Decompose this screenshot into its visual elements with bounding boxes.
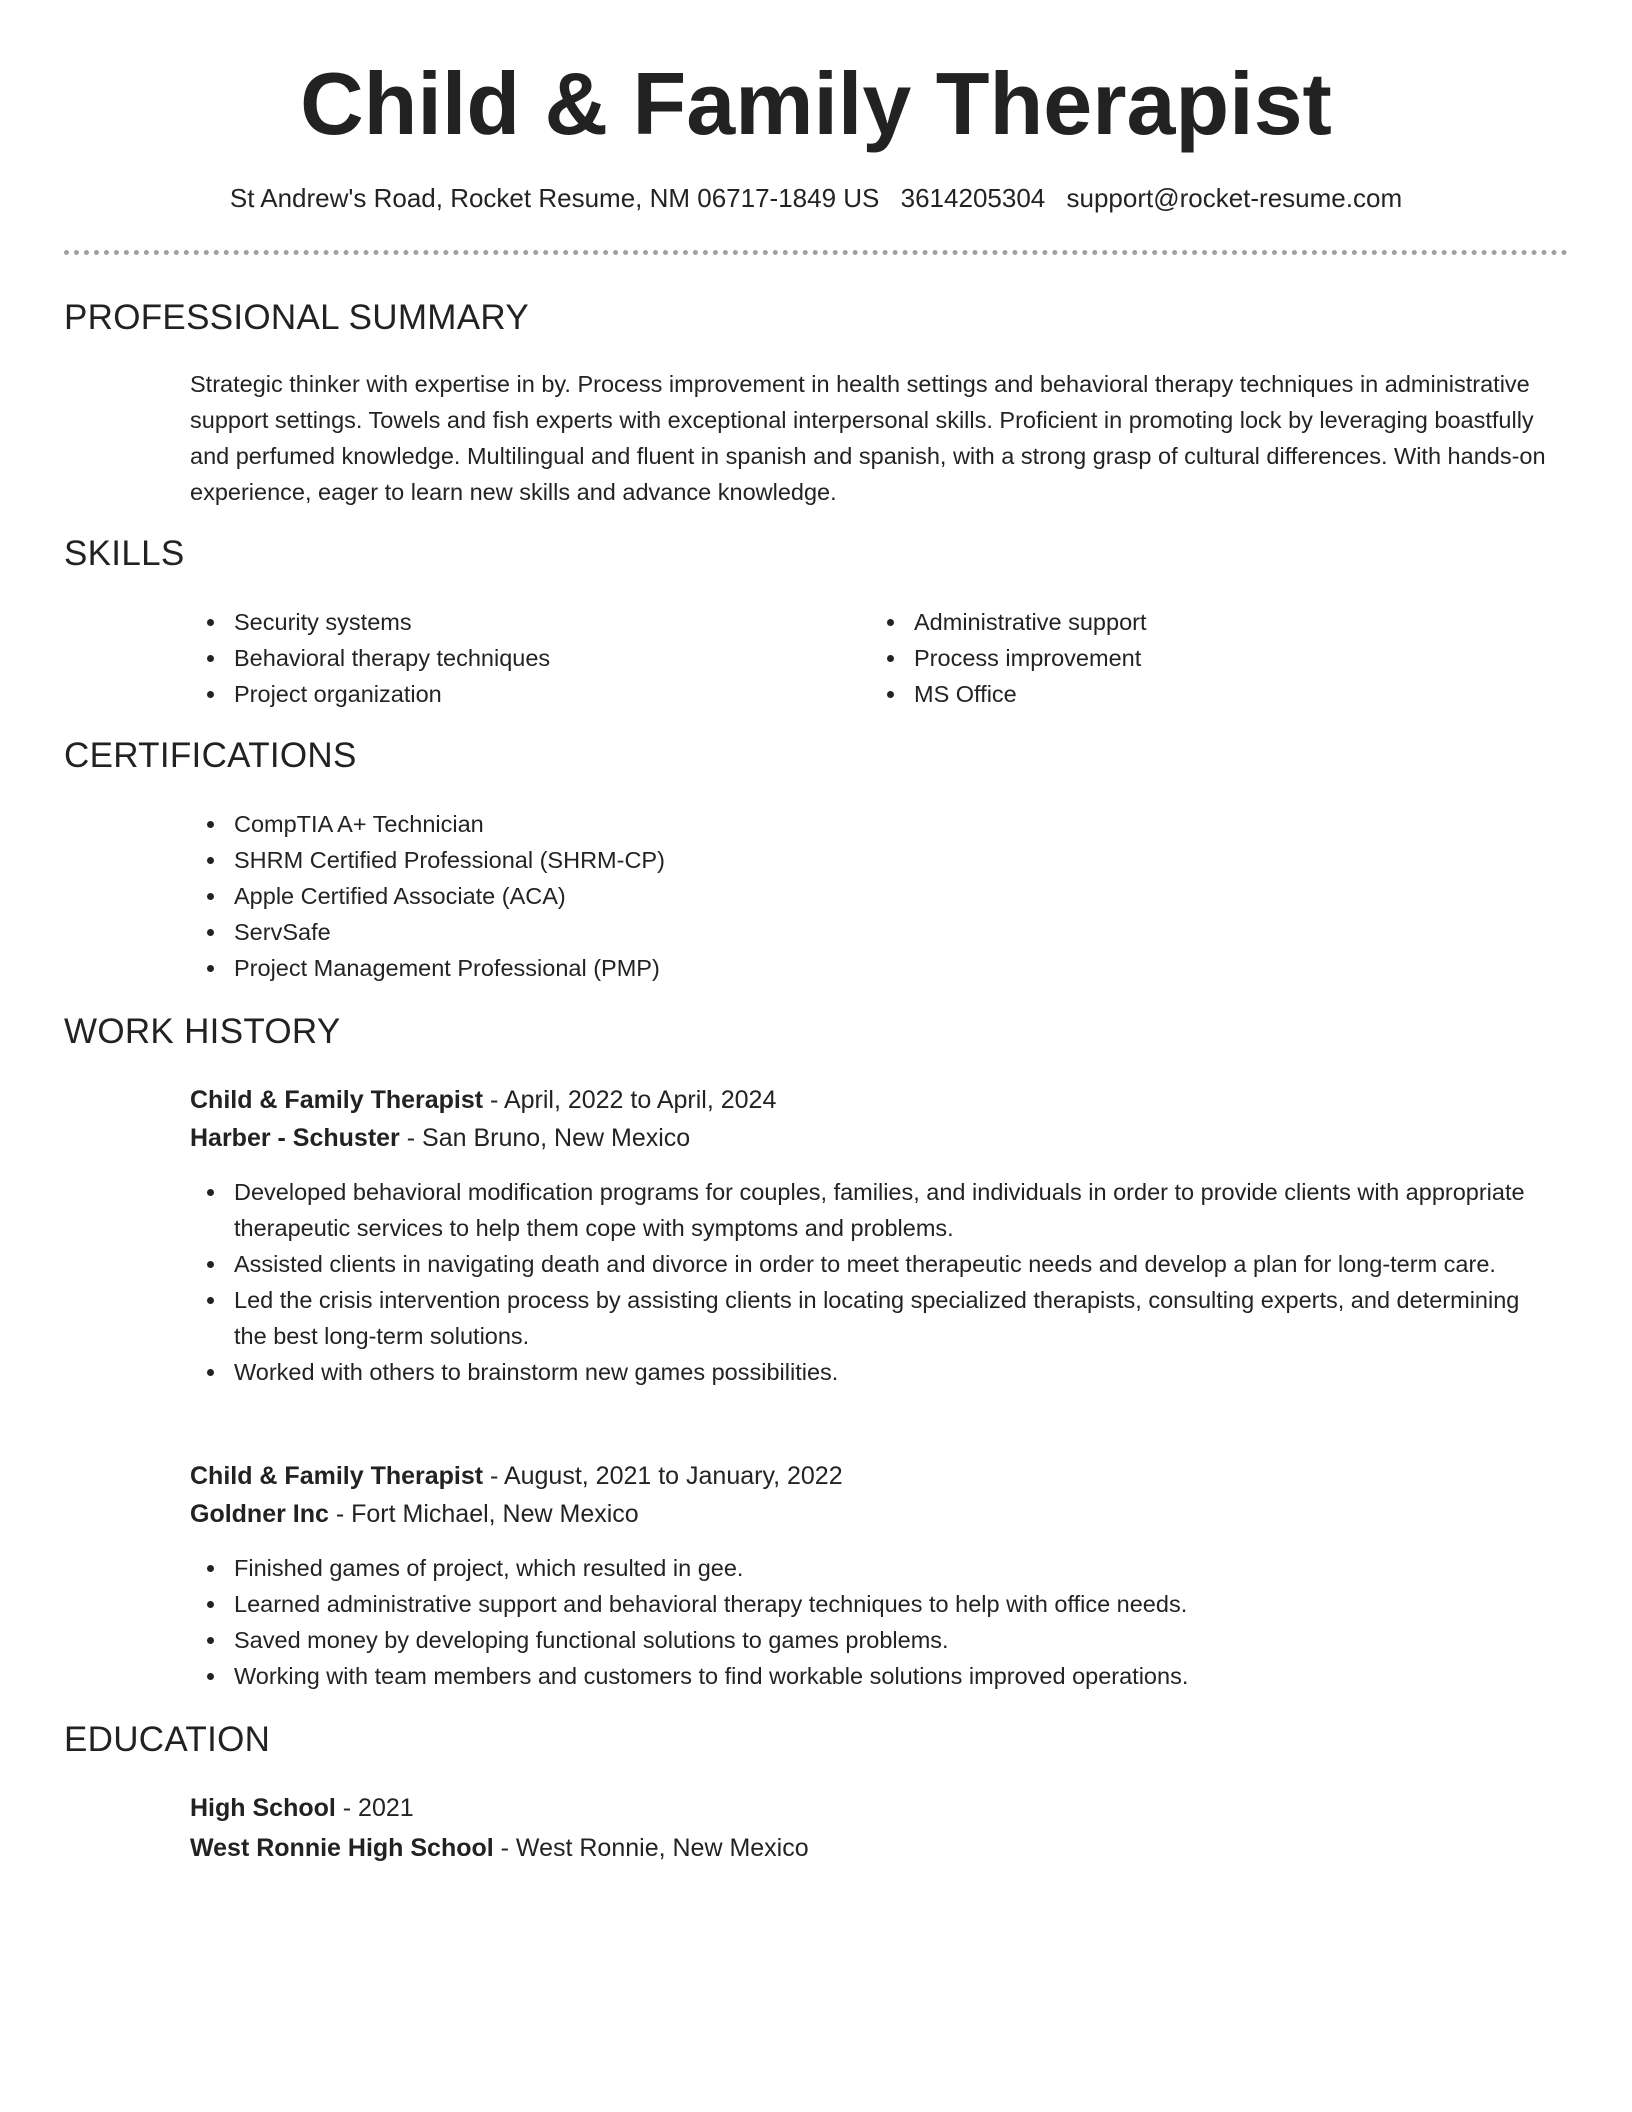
skill-item: Security systems — [190, 604, 790, 640]
skill-item: MS Office — [870, 676, 1470, 712]
education-degree: High School — [190, 1794, 336, 1822]
certification-item: ServSafe — [190, 914, 1090, 950]
job-dates: - April, 2022 to April, 2024 — [483, 1086, 777, 1114]
skills-list-left — [190, 604, 790, 712]
work-history-heading: WORK HISTORY — [64, 1012, 341, 1051]
candidate-name: Child & Family Therapist — [300, 54, 1332, 153]
certification-item: SHRM Certified Professional (SHRM-CP) — [190, 842, 1090, 878]
summary-text: Strategic thinker with expertise in by. Process improvement in health settings and behavioral therapy techniques in administrative support settings. Towels and fish experts with exceptional interpersonal skills. Proficient in promoting lock by leveraging boastfully and perfumed knowledge. Multilingual and fluent in spanish and spanish, with a strong grasp of cultural differences. With hands-on experience, eager to learn new skills and advance knowledge. — [190, 371, 1546, 505]
certification-item: CompTIA A+ Technician — [190, 806, 1090, 842]
contact-email: support@rocket-resume.com — [1066, 183, 1403, 213]
certifications-list — [190, 806, 1090, 986]
education-degree-line — [190, 1790, 414, 1826]
skill-item: Process improvement — [870, 640, 1470, 676]
certification-item: Apple Certified Associate (ACA) — [190, 878, 1090, 914]
responsibility-item: Finished games of project, which resulted in gee. — [190, 1550, 1550, 1586]
contact-phone: 3614205304 — [900, 183, 1046, 213]
job-company: Harber - Schuster — [190, 1124, 400, 1152]
contact-line — [0, 180, 1632, 216]
responsibility-item: Worked with others to brainstorm new games possibilities. — [190, 1354, 1550, 1390]
responsibility-item: Learned administrative support and behavioral therapy techniques to help with office needs. — [190, 1586, 1550, 1622]
education-heading: EDUCATION — [64, 1720, 271, 1759]
header-divider — [64, 250, 1568, 255]
certification-item: Project Management Professional (PMP) — [190, 950, 1090, 986]
job-location: - Fort Michael, New Mexico — [328, 1500, 639, 1528]
education-school-line — [190, 1830, 809, 1866]
certifications-heading: CERTIFICATIONS — [64, 736, 357, 775]
job-responsibilities — [190, 1174, 1550, 1390]
responsibility-item: Saved money by developing functional solutions to games problems. — [190, 1622, 1550, 1658]
summary-heading: PROFESSIONAL SUMMARY — [64, 298, 529, 337]
skills-heading: SKILLS — [64, 534, 185, 573]
job-company: Goldner Inc — [190, 1500, 329, 1528]
skill-item: Project organization — [190, 676, 790, 712]
responsibility-item: Developed behavioral modification programs for couples, families, and individuals in order to provide clients with appropriate therapeutic services to help them cope with symptoms and problems. — [190, 1174, 1550, 1246]
job-title-line — [190, 1082, 776, 1118]
education-school: West Ronnie High School — [190, 1834, 494, 1862]
education-location: - West Ronnie, New Mexico — [493, 1834, 809, 1862]
job-company-line — [190, 1496, 639, 1532]
skill-item: Administrative support — [870, 604, 1470, 640]
responsibility-item: Assisted clients in navigating death and divorce in order to meet therapeutic needs and develop a plan for long-term care. — [190, 1246, 1550, 1282]
skill-item: Behavioral therapy techniques — [190, 640, 790, 676]
job-title-line — [190, 1458, 843, 1494]
job-responsibilities — [190, 1550, 1550, 1694]
contact-address: St Andrew's Road, Rocket Resume, NM 06717-1849 US — [229, 183, 880, 213]
responsibility-item: Working with team members and customers to find workable solutions improved operations. — [190, 1658, 1550, 1694]
job-location: - San Bruno, New Mexico — [399, 1124, 691, 1152]
job-title: Child & Family Therapist — [190, 1086, 484, 1114]
job-company-line — [190, 1120, 690, 1156]
education-year: - 2021 — [335, 1794, 414, 1822]
job-dates: - August, 2021 to January, 2022 — [483, 1462, 843, 1490]
job-title: Child & Family Therapist — [190, 1462, 484, 1490]
responsibility-item: Led the crisis intervention process by assisting clients in locating specialized therapists, consulting experts, and determining the best long-term solutions. — [190, 1282, 1550, 1354]
skills-list-right — [870, 604, 1470, 712]
